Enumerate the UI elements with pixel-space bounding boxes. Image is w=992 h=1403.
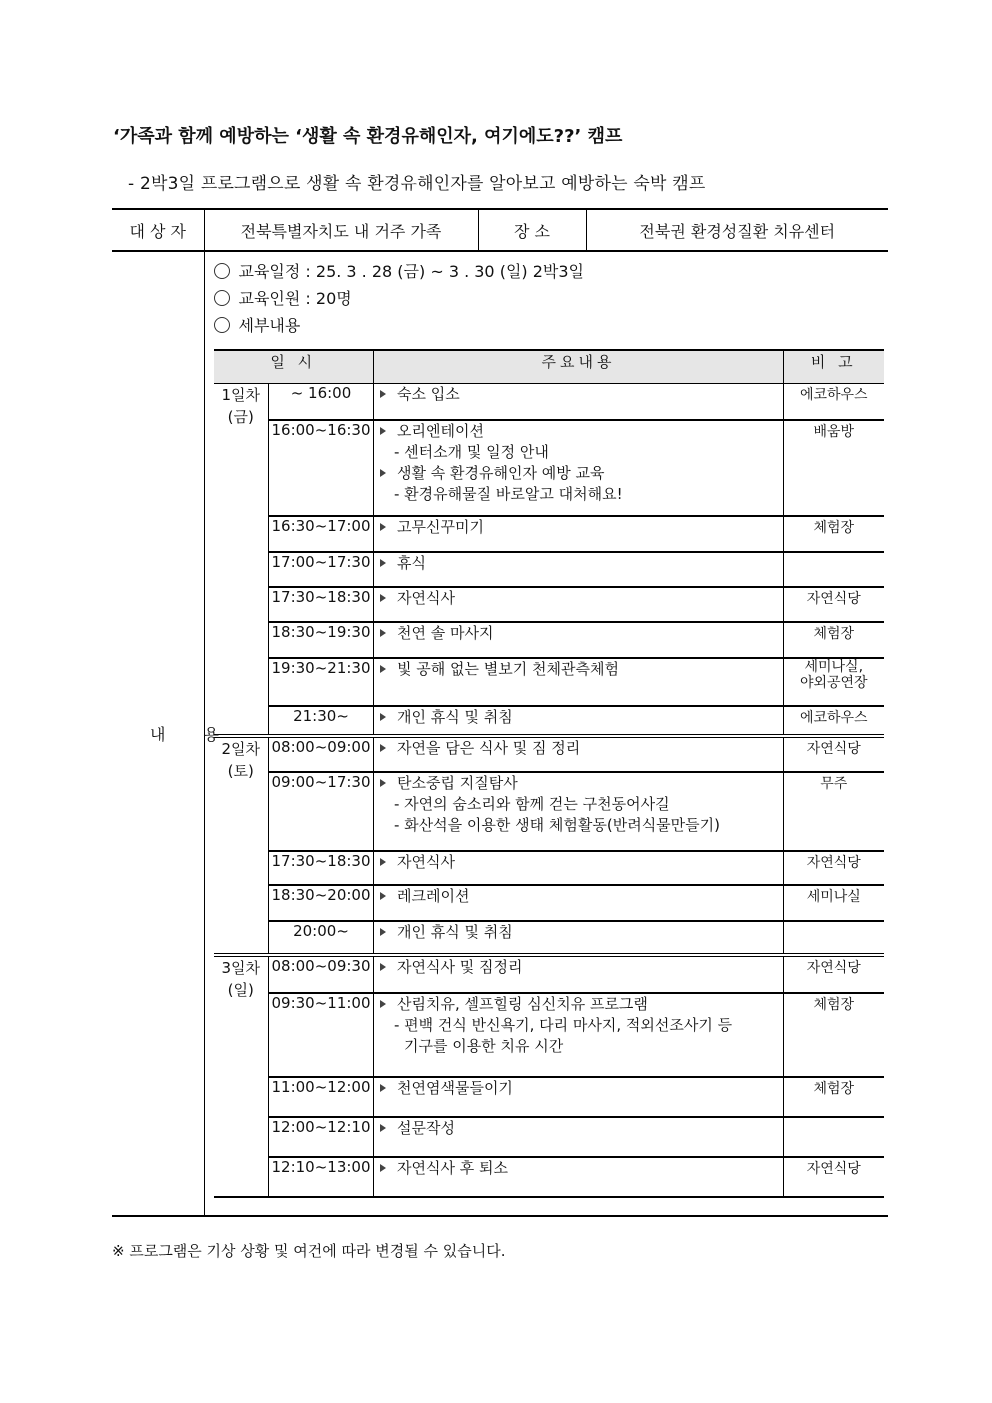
schedule-note xyxy=(784,1117,884,1157)
day-label: 3일차 xyxy=(221,958,261,977)
triangle-bullet-icon xyxy=(380,1000,386,1008)
triangle-bullet-icon xyxy=(380,744,386,752)
day-weekday: (토) xyxy=(227,761,254,780)
content-item: 숙소 입소 xyxy=(380,384,783,405)
schedule-time: 18:30~19:30 xyxy=(269,622,374,658)
schedule-time: 19:30~21:30 xyxy=(269,658,374,706)
schedule-time: 16:30~17:00 xyxy=(269,516,374,552)
schedule-time: 18:30~20:00 xyxy=(269,885,374,921)
target-label: 대 상 자 xyxy=(112,209,204,251)
note-line: 자연식당 xyxy=(806,959,861,976)
schedule-row xyxy=(214,921,884,955)
schedule-content xyxy=(374,772,784,851)
schedule-content xyxy=(374,587,784,622)
schedule-time: 16:00~16:30 xyxy=(269,420,374,516)
note-line: 체험장 xyxy=(813,519,855,536)
schedule-row xyxy=(214,384,884,420)
schedule-note xyxy=(784,1157,884,1197)
content-cell xyxy=(204,251,888,1216)
day-label: 2일차 xyxy=(221,739,261,758)
content-item: 자연식사 및 짐정리 xyxy=(380,957,783,978)
schedule-content xyxy=(374,622,784,658)
content-item: 빛 공해 없는 별보기 천체관측체험 xyxy=(380,659,783,680)
content-item: 자연을 담은 식사 및 짐 정리 xyxy=(380,738,783,759)
content-item: 탄소중립 지질탐사 xyxy=(380,773,783,794)
schedule-content xyxy=(374,658,784,706)
content-subitem: - 센터소개 및 일정 안내 xyxy=(394,442,549,461)
note-line: 체험장 xyxy=(813,996,855,1013)
schedule-note xyxy=(784,1077,884,1117)
schedule-row xyxy=(214,587,884,622)
schedule-header-note: 비 고 xyxy=(784,350,884,384)
content-item: 자연식사 xyxy=(380,852,783,873)
triangle-bullet-icon xyxy=(380,1124,386,1132)
schedule-time: 09:30~11:00 xyxy=(269,993,374,1077)
note-line: 자연식당 xyxy=(806,854,861,871)
note-line: 에코하우스 xyxy=(799,387,868,403)
triangle-bullet-icon xyxy=(380,559,386,567)
schedule-header-time: 일 시 xyxy=(214,350,374,384)
target-row xyxy=(112,209,888,251)
schedule-row xyxy=(214,736,884,772)
schedule-time: 09:00~17:30 xyxy=(269,772,374,851)
program-table xyxy=(112,208,888,1217)
day-label-cell xyxy=(214,384,269,736)
schedule-note xyxy=(784,955,884,993)
place-value: 전북권 환경성질환 치유센터 xyxy=(586,209,888,251)
schedule-time: 20:00~ xyxy=(269,921,374,955)
triangle-bullet-icon xyxy=(380,963,386,971)
day-weekday: (금) xyxy=(227,408,254,426)
schedule-note xyxy=(784,736,884,772)
schedule-row xyxy=(214,885,884,921)
schedule-time: 21:30~ xyxy=(269,706,374,736)
day-label-cell xyxy=(214,955,269,1197)
triangle-bullet-icon xyxy=(380,928,386,936)
schedule-note xyxy=(784,384,884,420)
schedule-row xyxy=(214,552,884,587)
note-line: 자연식당 xyxy=(806,740,861,757)
schedule-row xyxy=(214,1117,884,1157)
schedule-note xyxy=(784,622,884,658)
schedule-row xyxy=(214,851,884,885)
content-subitem: 기구를 이용한 치유 시간 xyxy=(404,1036,564,1055)
triangle-bullet-icon xyxy=(380,629,386,637)
content-item: 휴식 xyxy=(380,553,783,574)
note-line: 자연식당 xyxy=(806,1160,861,1177)
schedule-time: 08:00~09:30 xyxy=(269,955,374,993)
content-subitem: - 편백 건식 반신욕기, 다리 마사지, 적외선조사기 등 xyxy=(394,1015,733,1034)
note-line: 체험장 xyxy=(813,625,855,642)
schedule-content xyxy=(374,885,784,921)
note-line: 자연식당 xyxy=(806,590,861,607)
schedule-row xyxy=(214,516,884,552)
info-list xyxy=(205,252,889,339)
triangle-bullet-icon xyxy=(380,713,386,721)
triangle-bullet-icon xyxy=(380,858,386,866)
schedule-note xyxy=(784,772,884,851)
content-item: 산림치유, 셀프힐링 심신치유 프로그램 xyxy=(380,994,783,1015)
schedule-row xyxy=(214,993,884,1077)
note-line: 무주 xyxy=(820,775,848,792)
note-line: 세미나실 xyxy=(806,888,861,905)
content-item: 자연식사 xyxy=(380,588,783,609)
circle-bullet-icon xyxy=(214,263,230,279)
schedule-content xyxy=(374,851,784,885)
schedule-row xyxy=(214,1157,884,1197)
schedule-time: 08:00~09:00 xyxy=(269,736,374,772)
schedule-content xyxy=(374,420,784,516)
schedule-note xyxy=(784,552,884,587)
schedule-content xyxy=(374,736,784,772)
schedule-time: 12:00~12:10 xyxy=(269,1117,374,1157)
content-item: 개인 휴식 및 취침 xyxy=(380,707,783,728)
schedule-row xyxy=(214,955,884,993)
triangle-bullet-icon xyxy=(380,427,386,435)
schedule-content xyxy=(374,516,784,552)
schedule-content xyxy=(374,552,784,587)
note-line: 에코하우스 xyxy=(799,709,868,726)
page-title: ‘가족과 함께 예방하는 ‘생활 속 환경유해인자, 여기에도??’ 캠프 xyxy=(113,126,623,147)
triangle-bullet-icon xyxy=(380,469,386,477)
schedule-header-row xyxy=(214,350,884,384)
schedule-note xyxy=(784,587,884,622)
content-item: 개인 휴식 및 취침 xyxy=(380,922,783,943)
schedule-content xyxy=(374,921,784,955)
content-item: 천연염색물들이기 xyxy=(380,1078,783,1099)
triangle-bullet-icon xyxy=(380,390,386,398)
triangle-bullet-icon xyxy=(380,892,386,900)
day-weekday: (일) xyxy=(227,980,254,999)
triangle-bullet-icon xyxy=(380,779,386,787)
schedule-content xyxy=(374,955,784,993)
schedule-time: 17:00~17:30 xyxy=(269,552,374,587)
content-item: 고무신꾸미기 xyxy=(380,517,783,538)
day-label: 1일차 xyxy=(221,386,261,404)
schedule-note xyxy=(784,658,884,706)
schedule-content xyxy=(374,1077,784,1117)
place-label: 장 소 xyxy=(478,209,586,251)
content-subitem: - 화산석을 이용한 생태 체험활동(반려식물만들기) xyxy=(394,815,720,834)
schedule-time: ~ 16:00 xyxy=(269,384,374,420)
target-value: 전북특별자치도 내 거주 가족 xyxy=(204,209,478,251)
schedule-content xyxy=(374,993,784,1077)
triangle-bullet-icon xyxy=(380,665,386,673)
schedule-content xyxy=(374,1157,784,1197)
content-item: 레크레이션 xyxy=(380,886,783,907)
triangle-bullet-icon xyxy=(380,1164,386,1172)
schedule-row xyxy=(214,772,884,851)
schedule-note xyxy=(784,851,884,885)
note-line: 체험장 xyxy=(813,1080,855,1097)
content-label: 내용 xyxy=(150,724,257,744)
triangle-bullet-icon xyxy=(380,523,386,531)
triangle-bullet-icon xyxy=(380,594,386,602)
schedule-note xyxy=(784,921,884,955)
schedule-content xyxy=(374,1117,784,1157)
circle-bullet-icon xyxy=(214,317,230,333)
content-row xyxy=(112,251,888,1216)
schedule-table xyxy=(214,349,884,1198)
content-item: 설문작성 xyxy=(380,1118,783,1139)
schedule-content xyxy=(374,384,784,420)
content-item: 생활 속 환경유해인자 예방 교육 xyxy=(380,463,783,484)
schedule-row xyxy=(214,658,884,706)
schedule-content xyxy=(374,706,784,736)
content-item: 오리엔테이션 xyxy=(380,421,783,442)
schedule-header-content: 주요내용 xyxy=(374,350,784,384)
content-subitem: - 자연의 숨소리와 함께 걷는 구천동어사길 xyxy=(394,794,670,813)
schedule-note xyxy=(784,993,884,1077)
schedule-row xyxy=(214,706,884,736)
schedule-time: 17:30~18:30 xyxy=(269,587,374,622)
schedule-note xyxy=(784,420,884,516)
schedule-row xyxy=(214,1077,884,1117)
info-item-details: 세부내용 xyxy=(214,312,889,339)
schedule-note xyxy=(784,516,884,552)
schedule-note xyxy=(784,885,884,921)
info-item-headcount: 교육인원 : 20명 xyxy=(214,285,889,312)
day-label-cell xyxy=(214,736,269,955)
note-line: 배움방 xyxy=(813,423,855,440)
page-subtitle: - 2박3일 프로그램으로 생활 속 환경유해인자를 알아보고 예방하는 숙박 캠프 xyxy=(128,174,706,194)
content-item: 천연 솔 마사지 xyxy=(380,623,783,644)
schedule-time: 17:30~18:30 xyxy=(269,851,374,885)
info-item-schedule: 교육일정 : 25. 3 . 28 (금) ~ 3 . 30 (일) 2박3일 xyxy=(214,258,889,285)
circle-bullet-icon xyxy=(214,290,230,306)
content-item: 자연식사 후 퇴소 xyxy=(380,1158,783,1179)
triangle-bullet-icon xyxy=(380,1084,386,1092)
note-line: 야외공연장 xyxy=(799,674,868,691)
schedule-note xyxy=(784,706,884,736)
schedule-row xyxy=(214,420,884,516)
schedule-row xyxy=(214,622,884,658)
schedule-time: 12:10~13:00 xyxy=(269,1157,374,1197)
schedule-time: 11:00~12:00 xyxy=(269,1077,374,1117)
footnote: ※ 프로그램은 기상 상황 및 여건에 따라 변경될 수 있습니다. xyxy=(112,1242,506,1260)
note-line: 세미나실, xyxy=(804,658,864,675)
content-subitem: - 환경유해물질 바로알고 대처해요! xyxy=(394,484,623,503)
